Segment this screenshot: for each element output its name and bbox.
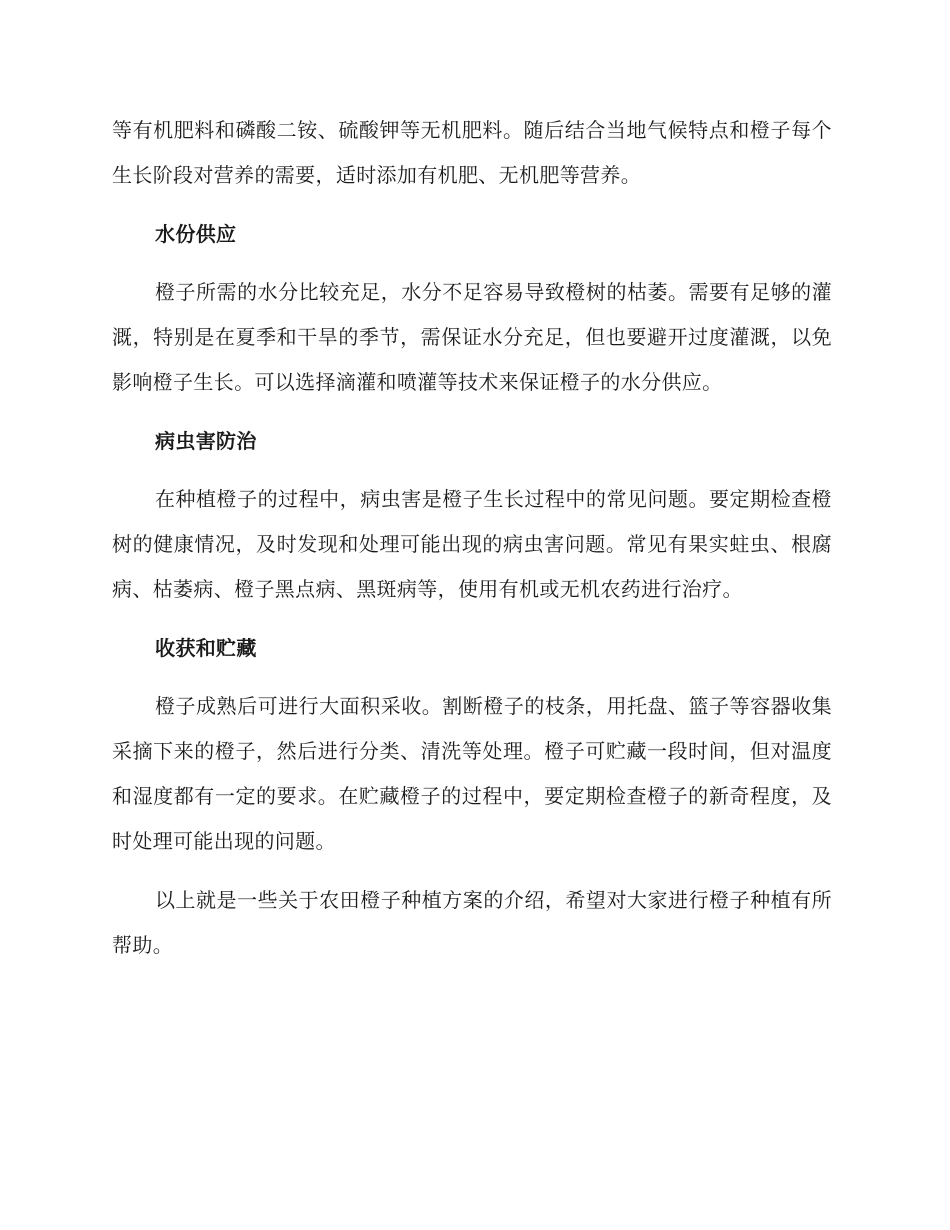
paragraph-conclusion: 以上就是一些关于农田橙子种植方案的介绍，希望对大家进行橙子种植有所帮助。 — [112, 888, 832, 957]
section-heading-pest-control: 病虫害防治 — [155, 429, 257, 453]
paragraph-water-supply: 橙子所需的水分比较充足，水分不足容易导致橙树的枯萎。需要有足够的灌溉，特别是在夏季和干旱的季节，需保证水分充足，但也要避开过度灌溉，以免影响橙子生长。可以选择滴灌和喷灌等技术来保证橙子的水分供应。 — [112, 280, 832, 394]
paragraph-harvest-storage: 橙子成熟后可进行大面积采收。割断橙子的枝条，用托盘、篮子等容器收集采摘下来的橙子，然后进行分类、清洗等处理。橙子可贮藏一段时间，但对温度和湿度都有一定的要求。在贮藏橙子的过程中，要定期检查橙子的新奇程度，及时处理可能出现的问题。 — [112, 694, 832, 853]
paragraph-pest-control: 在种植橙子的过程中，病虫害是橙子生长过程中的常见问题。要定期检查橙树的健康情况，及时发现和处理可能出现的病虫害问题。常见有果实蛀虫、根腐病、枯萎病、橙子黑点病、黑斑病等，使用有机或无机农药进行治疗。 — [112, 487, 832, 601]
document-body — [112, 108, 832, 982]
paragraph-fertilizer-continued: 等有机肥料和磷酸二铵、硫酸钾等无机肥料。随后结合当地气候特点和橙子每个生长阶段对营养的需要，适时添加有机肥、无机肥等营养。 — [112, 118, 832, 187]
section-heading-harvest-storage: 收获和贮藏 — [155, 636, 257, 660]
section-heading-water-supply: 水份供应 — [155, 222, 237, 246]
